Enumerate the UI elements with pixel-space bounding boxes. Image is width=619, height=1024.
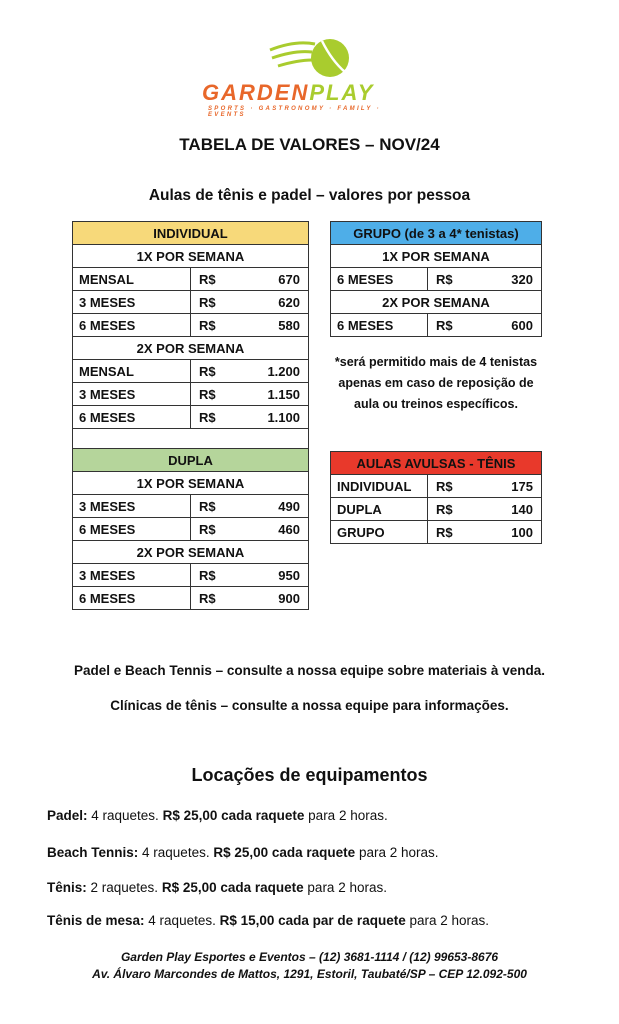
page-subtitle: Aulas de tênis e padel – valores por pessoa [148, 187, 471, 204]
table-row [73, 268, 309, 291]
footer [0, 949, 619, 983]
currency: R$ [436, 501, 453, 517]
table-row [73, 360, 309, 383]
frequency-label: 2X POR SEMANA [331, 291, 542, 314]
price-value: 950 [278, 567, 300, 583]
currency: R$ [436, 317, 453, 333]
plan-label: 3 MESES [73, 383, 191, 406]
info-padel-beach: Padel e Beach Tennis – consulte a nossa equipe sobre materiais à venda. [74, 663, 545, 678]
table-row [73, 406, 309, 429]
plan-label: 3 MESES [73, 291, 191, 314]
individual-header-row [73, 222, 309, 245]
currency: R$ [199, 409, 216, 425]
tennis-ball-icon [200, 36, 420, 86]
price-value: 175 [511, 478, 533, 494]
table-row [331, 314, 542, 337]
info-clinicas: Clínicas de tênis – consulte a nossa equipe para informações. [110, 698, 509, 713]
currency: R$ [436, 271, 453, 287]
price-value: 620 [278, 294, 300, 310]
rental-qty: 4 raquetes. [87, 808, 163, 823]
section-row [331, 245, 542, 268]
price-value: 1.150 [267, 386, 300, 402]
plan-label: MENSAL [73, 360, 191, 383]
blank-row [73, 429, 309, 449]
price-value: 1.200 [267, 363, 300, 379]
page-title: TABELA DE VALORES – NOV/24 [179, 135, 440, 154]
plan-label: 6 MESES [73, 406, 191, 429]
plan-label: INDIVIDUAL [331, 475, 428, 498]
rental-item [47, 845, 439, 860]
avulsas-header: AULAS AVULSAS - TÊNIS [331, 452, 542, 475]
rental-name: Padel: [47, 808, 88, 823]
frequency-label: 1X POR SEMANA [73, 472, 309, 495]
rental-duration: para 2 horas. [355, 845, 439, 860]
grupo-header: GRUPO (de 3 a 4* tenistas) [331, 222, 542, 245]
price-value: 460 [278, 521, 300, 537]
price-value: 100 [511, 524, 533, 540]
currency: R$ [199, 590, 216, 606]
dupla-header-row [73, 449, 309, 472]
rental-duration: para 2 horas. [304, 808, 388, 823]
frequency-label: 2X POR SEMANA [73, 337, 309, 360]
avulsas-header-row [331, 452, 542, 475]
grupo-note: *será permitido mais de 4 tenistas apenas em caso de reposição de aula ou treinos específicos. [334, 355, 538, 411]
price-value: 580 [278, 317, 300, 333]
table-row [73, 383, 309, 406]
logo-tagline: SPORTS · GASTRONOMY · FAMILY · EVENTS [208, 106, 381, 118]
rental-item [47, 808, 388, 823]
plan-label: 3 MESES [73, 564, 191, 587]
aulas-avulsas-table [330, 451, 542, 544]
table-row [73, 291, 309, 314]
currency: R$ [199, 386, 216, 402]
rental-name: Beach Tennis: [47, 845, 139, 860]
garden-play-logo [200, 36, 420, 116]
rental-qty: 4 raquetes. [138, 845, 214, 860]
rental-qty: 4 raquetes. [144, 913, 220, 928]
section-row [73, 245, 309, 268]
table-row [331, 498, 542, 521]
plan-label: MENSAL [73, 268, 191, 291]
rental-duration: para 2 horas. [303, 880, 387, 895]
price-value: 140 [511, 501, 533, 517]
rental-item [47, 880, 387, 895]
rental-price: R$ 25,00 cada raquete [213, 845, 356, 860]
price-value: 1.100 [267, 409, 300, 425]
logo-brand-garden: GARDEN [202, 80, 310, 105]
section-row [73, 472, 309, 495]
price-value: 320 [511, 271, 533, 287]
currency: R$ [199, 567, 216, 583]
rental-name: Tênis de mesa: [47, 913, 145, 928]
currency: R$ [199, 317, 216, 333]
footer-contact: Garden Play Esportes e Eventos – (12) 3681-1114 / (12) 99653-8676 [120, 950, 499, 964]
plan-label: 6 MESES [73, 314, 191, 337]
plan-label: 6 MESES [331, 314, 428, 337]
rental-price: R$ 25,00 cada raquete [161, 880, 304, 895]
table-row [73, 314, 309, 337]
plan-label: 6 MESES [73, 518, 191, 541]
currency: R$ [199, 521, 216, 537]
logo-brand-play: PLAY [309, 80, 375, 105]
rental-price: R$ 25,00 cada raquete [162, 808, 305, 823]
individual-header: INDIVIDUAL [73, 222, 309, 245]
frequency-label: 1X POR SEMANA [331, 245, 542, 268]
frequency-label: 1X POR SEMANA [73, 245, 309, 268]
table-row [331, 268, 542, 291]
price-value: 490 [278, 498, 300, 514]
table-row [73, 495, 309, 518]
price-value: 900 [278, 590, 300, 606]
currency: R$ [199, 271, 216, 287]
currency: R$ [436, 524, 453, 540]
footer-address: Av. Álvaro Marcondes de Mattos, 1291, Estoril, Taubaté/SP – CEP 12.092-500 [92, 967, 527, 981]
currency: R$ [436, 478, 453, 494]
rentals-title: Locações de equipamentos [191, 765, 428, 785]
individual-dupla-table [72, 221, 309, 610]
plan-label: GRUPO [331, 521, 428, 544]
table-row [331, 521, 542, 544]
frequency-label: 2X POR SEMANA [73, 541, 309, 564]
rental-item [47, 913, 489, 928]
price-value: 600 [511, 317, 533, 333]
grupo-header-row [331, 222, 542, 245]
rental-name: Tênis: [47, 880, 87, 895]
currency: R$ [199, 363, 216, 379]
table-row [73, 564, 309, 587]
section-row [331, 291, 542, 314]
price-value: 670 [278, 271, 300, 287]
plan-label: 6 MESES [331, 268, 428, 291]
section-row [73, 337, 309, 360]
plan-label: 6 MESES [73, 587, 191, 610]
rental-price: R$ 15,00 cada par de raquete [219, 913, 406, 928]
rental-qty: 2 raquetes. [86, 880, 162, 895]
section-row [73, 541, 309, 564]
dupla-header: DUPLA [73, 449, 309, 472]
table-row [73, 518, 309, 541]
rental-duration: para 2 horas. [405, 913, 490, 928]
table-row [73, 587, 309, 610]
currency: R$ [199, 294, 216, 310]
currency: R$ [199, 498, 216, 514]
table-row [331, 475, 542, 498]
grupo-table [330, 221, 542, 337]
plan-label: 3 MESES [73, 495, 191, 518]
plan-label: DUPLA [331, 498, 428, 521]
